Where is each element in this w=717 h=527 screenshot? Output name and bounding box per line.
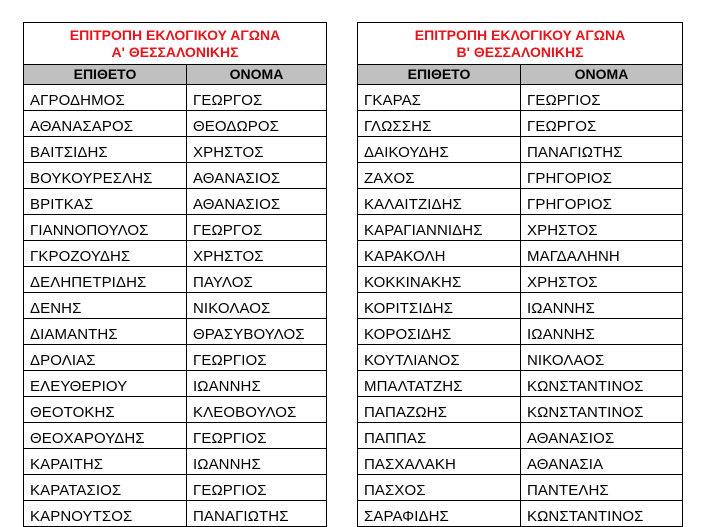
table-row (24, 397, 327, 423)
table-row (358, 475, 683, 501)
surname-cell: ΠΑΣΧΑΛΑΚΗ (358, 449, 521, 475)
name-cell: ΝΙΚΟΛΑΟΣ (521, 345, 683, 371)
surname-cell: ΒΟΥΚΟΥΡΕΣΛΗΣ (24, 163, 187, 189)
name-cell: ΙΩΑΝΝΗΣ (521, 293, 683, 319)
name-cell: ΜΑΓΔΑΛΗΝΗ (521, 241, 683, 267)
surname-cell: ΠΑΠΑΖΩΗΣ (358, 397, 521, 423)
name-cell: ΑΘΑΝΑΣΙΑ (521, 449, 683, 475)
surname-cell: ΚΟΡΟΣΙΔΗΣ (358, 319, 521, 345)
table-row (358, 423, 683, 449)
column-header-name: ΟΝΟΜΑ (187, 65, 327, 85)
surname-cell: ΔΑΙΚΟΥΔΗΣ (358, 137, 521, 163)
name-cell: ΑΘΑΝΑΣΙΟΣ (187, 189, 327, 215)
table-row (24, 501, 327, 527)
name-cell: ΙΩΑΝΝΗΣ (521, 319, 683, 345)
name-cell: ΘΡΑΣΥΒΟΥΛΟΣ (187, 319, 327, 345)
name-cell: ΓΕΩΡΓΟΣ (521, 111, 683, 137)
surname-cell: ΒΑΙΤΣΙΔΗΣ (24, 137, 187, 163)
table-row (358, 345, 683, 371)
table-row (358, 449, 683, 475)
table-row (358, 163, 683, 189)
surname-cell: ΔΕΝΗΣ (24, 293, 187, 319)
table-row (358, 371, 683, 397)
table-row (24, 371, 327, 397)
committee-b-title-line1: ΕΠΙΤΡΟΠΗ ΕΚΛΟΓΙΚΟΥ ΑΓΩΝΑ (414, 26, 626, 43)
surname-cell: ΓΛΩΣΣΗΣ (358, 111, 521, 137)
name-cell: ΠΑΝΑΓΙΩΤΗΣ (187, 501, 327, 527)
name-cell: ΠΑΥΛΟΣ (187, 267, 327, 293)
name-cell: ΑΘΑΝΑΣΙΟΣ (521, 423, 683, 449)
table-row (24, 267, 327, 293)
table-row (24, 449, 327, 475)
committee-b-table (357, 22, 683, 527)
table-row (358, 319, 683, 345)
table-row (358, 267, 683, 293)
table-row (24, 475, 327, 501)
column-header-surname: ΕΠΙΘΕΤΟ (358, 65, 521, 85)
surname-cell: ΑΘΑΝΑΣΑΡΟΣ (24, 111, 187, 137)
surname-cell: ΘΕΟΧΑΡΟΥΔΗΣ (24, 423, 187, 449)
name-cell: ΓΕΩΡΓΟΣ (187, 85, 327, 111)
table-row (358, 397, 683, 423)
surname-cell: ΚΑΛΑΙΤΖΙΔΗΣ (358, 189, 521, 215)
table-row (24, 111, 327, 137)
table-row (24, 215, 327, 241)
committee-b-title (358, 23, 683, 65)
name-cell: ΓΡΗΓΟΡΙΟΣ (521, 163, 683, 189)
table-row (358, 189, 683, 215)
surname-cell: ΚΟΚΚΙΝΑΚΗΣ (358, 267, 521, 293)
surname-cell: ΘΕΟΤΟΚΗΣ (24, 397, 187, 423)
name-cell: ΙΩΑΝΝΗΣ (187, 371, 327, 397)
name-cell: ΚΩΝΣΤΑΝΤΙΝΟΣ (521, 397, 683, 423)
name-cell: ΧΡΗΣΤΟΣ (187, 137, 327, 163)
surname-cell: ΔΡΟΛΙΑΣ (24, 345, 187, 371)
column-header-surname: ΕΠΙΘΕΤΟ (24, 65, 187, 85)
name-cell: ΠΑΝΤΕΛΗΣ (521, 475, 683, 501)
name-cell: ΑΘΑΝΑΣΙΟΣ (187, 163, 327, 189)
committee-a-title-line1: ΕΠΙΤΡΟΠΗ ΕΚΛΟΓΙΚΟΥ ΑΓΩΝΑ (69, 26, 281, 43)
surname-cell: ΠΑΣΧΟΣ (358, 475, 521, 501)
name-cell: ΧΡΗΣΤΟΣ (187, 241, 327, 267)
name-cell: ΚΩΝΣΤΑΝΤΙΝΟΣ (521, 371, 683, 397)
name-cell: ΓΕΩΡΓΙΟΣ (187, 475, 327, 501)
surname-cell: ΓΚΑΡΑΣ (358, 85, 521, 111)
name-cell: ΧΡΗΣΤΟΣ (521, 215, 683, 241)
table-row (24, 241, 327, 267)
name-cell: ΓΡΗΓΟΡΙΟΣ (521, 189, 683, 215)
name-cell: ΧΡΗΣΤΟΣ (521, 267, 683, 293)
table-row (358, 293, 683, 319)
table-row (24, 189, 327, 215)
surname-cell: ΚΑΡΑΓΙΑΝΝΙΔΗΣ (358, 215, 521, 241)
surname-cell: ΕΛΕΥΘΕΡΙΟΥ (24, 371, 187, 397)
name-cell: ΠΑΝΑΓΙΩΤΗΣ (521, 137, 683, 163)
surname-cell: ΖΑΧΟΣ (358, 163, 521, 189)
table-row (358, 501, 683, 527)
surname-cell: ΚΑΡΑΙΤΗΣ (24, 449, 187, 475)
table-row (24, 293, 327, 319)
surname-cell: ΑΓΡΟΔΗΜΟΣ (24, 85, 187, 111)
name-cell: ΓΕΩΡΓΟΣ (187, 215, 327, 241)
name-cell: ΙΩΑΝΝΗΣ (187, 449, 327, 475)
surname-cell: ΜΠΑΛΤΑΤΖΗΣ (358, 371, 521, 397)
surname-cell: ΚΑΡΑΤΑΣΙΟΣ (24, 475, 187, 501)
committee-a-table (23, 22, 327, 527)
table-row (358, 215, 683, 241)
name-cell: ΓΕΩΡΓΙΟΣ (187, 423, 327, 449)
table-row (358, 85, 683, 111)
surname-cell: ΣΑΡΑΦΙΔΗΣ (358, 501, 521, 527)
name-cell: ΚΩΝΣΤΑΝΤΙΝΟΣ (521, 501, 683, 527)
committee-a-rows (24, 85, 327, 527)
table-row (24, 85, 327, 111)
committee-b-rows (358, 85, 683, 527)
table-row (24, 137, 327, 163)
name-cell: ΚΛΕΟΒΟΥΛΟΣ (187, 397, 327, 423)
table-row (24, 423, 327, 449)
table-row (358, 111, 683, 137)
surname-cell: ΓΚΡΟΖΟΥΔΗΣ (24, 241, 187, 267)
column-header-name: ΟΝΟΜΑ (521, 65, 683, 85)
name-cell: ΘΕΟΔΩΡΟΣ (187, 111, 327, 137)
table-row (24, 163, 327, 189)
table-row (24, 345, 327, 371)
table-row (24, 319, 327, 345)
name-cell: ΝΙΚΟΛΑΟΣ (187, 293, 327, 319)
table-row (358, 241, 683, 267)
surname-cell: ΚΟΥΤΛΙΑΝΟΣ (358, 345, 521, 371)
name-cell: ΓΕΩΡΓΙΟΣ (187, 345, 327, 371)
surname-cell: ΒΡΙΤΚΑΣ (24, 189, 187, 215)
surname-cell: ΔΕΛΗΠΕΤΡΙΔΗΣ (24, 267, 187, 293)
name-cell: ΓΕΩΡΓΙΟΣ (521, 85, 683, 111)
committee-a-title (24, 23, 327, 65)
table-row (358, 137, 683, 163)
surname-cell: ΚΑΡΝΟΥΤΣΟΣ (24, 501, 187, 527)
committee-a-title-line2: Α' ΘΕΣΣΑΛΟΝΙΚΗΣ (111, 43, 239, 60)
surname-cell: ΚΑΡΑΚΟΛΗ (358, 241, 521, 267)
surname-cell: ΠΑΠΠΑΣ (358, 423, 521, 449)
surname-cell: ΚΟΡΙΤΣΙΔΗΣ (358, 293, 521, 319)
committee-b-title-line2: Β' ΘΕΣΣΑΛΟΝΙΚΗΣ (456, 43, 584, 60)
surname-cell: ΔΙΑΜΑΝΤΗΣ (24, 319, 187, 345)
surname-cell: ΓΙΑΝΝΟΠΟΥΛΟΣ (24, 215, 187, 241)
